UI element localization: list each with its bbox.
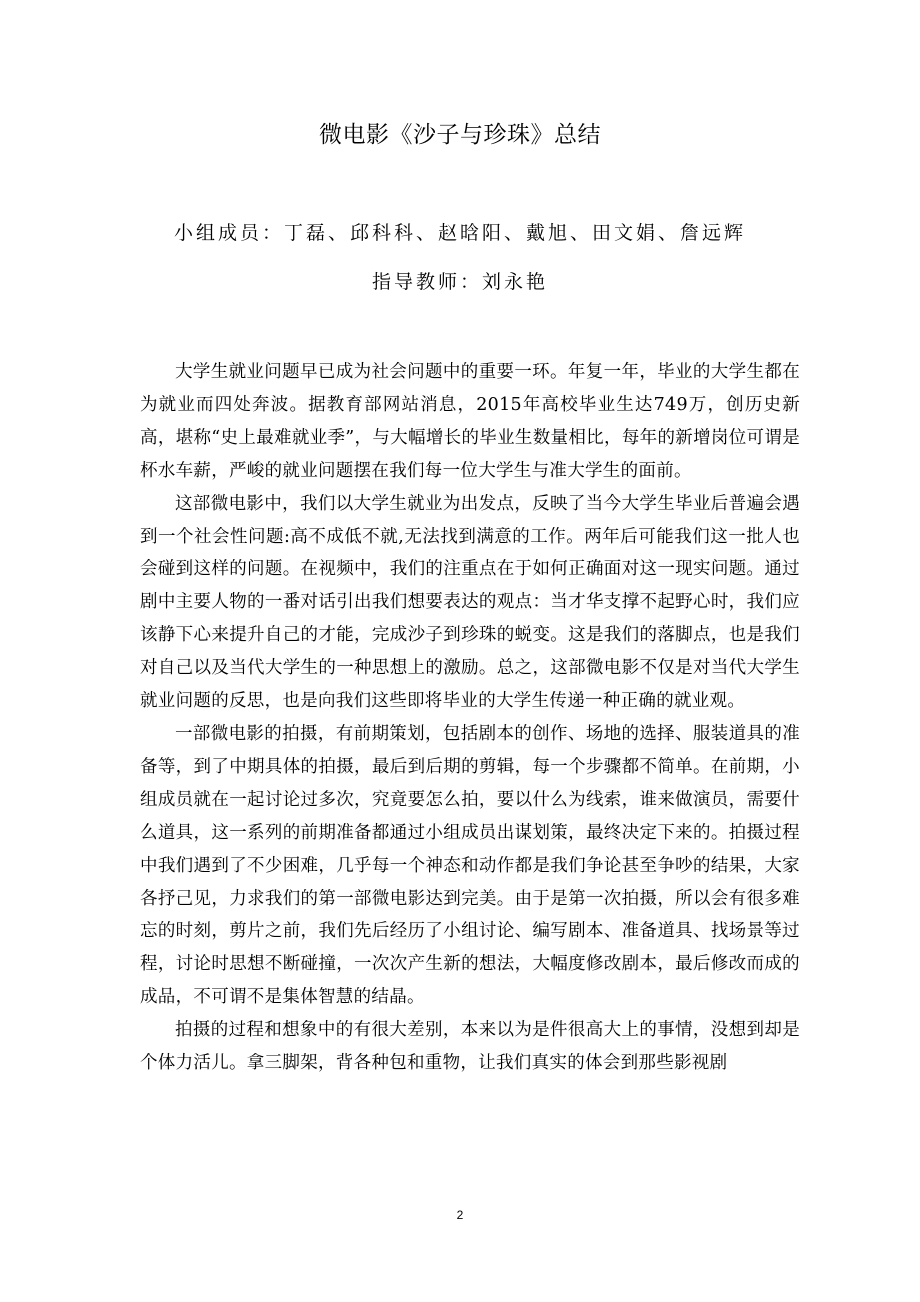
document-body	[140, 356, 800, 1080]
paragraph-3: 一部微电影的拍摄，有前期策划，包括剧本的创作、场地的选择、服装道具的准备等，到了中期具体的拍摄，最后到后期的剪辑，每一个步骤都不简单。在前期，小组成员就在一起讨论过多次，究竟要怎么拍，要以什么为线索，谁来做演员，需要什么道具，这一系列的前期准备都通过小组成员出谋划策，最终决定下来的。拍摄过程中我们遇到了不少困难，几乎每一个神态和动作都是我们争论甚至争吵的结果，大家各抒己见，力求我们的第一部微电影达到完美。由于是第一次拍摄，所以会有很多难忘的时刻，剪片之前，我们先后经历了小组讨论、编写剧本、准备道具、找场景等过程，讨论时思想不断碰撞，一次次产生新的想法，大幅度修改剧本，最后修改而成的成品，不可谓不是集体智慧的结晶。	[140, 723, 800, 1008]
paragraph-4: 拍摄的过程和想象中的有很大差别，本来以为是件很高大上的事情，没想到却是个体力活儿。拿三脚架，背各种包和重物，让我们真实的体会到那些影视剧	[140, 1020, 800, 1074]
group-members-line: 小组成员：丁磊、邱科科、赵晗阳、戴旭、田文娟、詹远辉	[173, 222, 746, 244]
document-title: 微电影《沙子与珍珠》总结	[319, 122, 601, 148]
paragraph-1: 大学生就业问题早已成为社会问题中的重要一环。年复一年，毕业的大学生都在为就业而四处奔波。据教育部网站消息，2015年高校毕业生达749万，创历史新高，堪称“史上最难就业季”，与大幅增长的毕业生数量相比，每年的新增岗位可谓是杯水车薪，严峻的就业问题摆在我们每一位大学生与准大学生的面前。	[140, 362, 800, 481]
advisor-line: 指导教师：刘永艳	[371, 271, 548, 293]
paragraph-2: 这部微电影中，我们以大学生就业为出发点，反映了当今大学生毕业后普遍会遇到一个社会性问题:高不成低不就,无法找到满意的工作。两年后可能我们这一批人也会碰到这样的问题。在视频中，我们的注重点在于如何正确面对这一现实问题。通过剧中主要人物的一番对话引出我们想要表达的观点：当才华支撑不起野心时，我们应该静下心来提升自己的才能，完成沙子到珍珠的蜕变。这是我们的落脚点，也是我们对自己以及当代大学生的一种思想上的激励。总之，这部微电影不仅是对当代大学生就业问题的反思，也是向我们这些即将毕业的大学生传递一种正确的就业观。	[140, 493, 800, 712]
page-number: 2	[456, 1208, 464, 1222]
